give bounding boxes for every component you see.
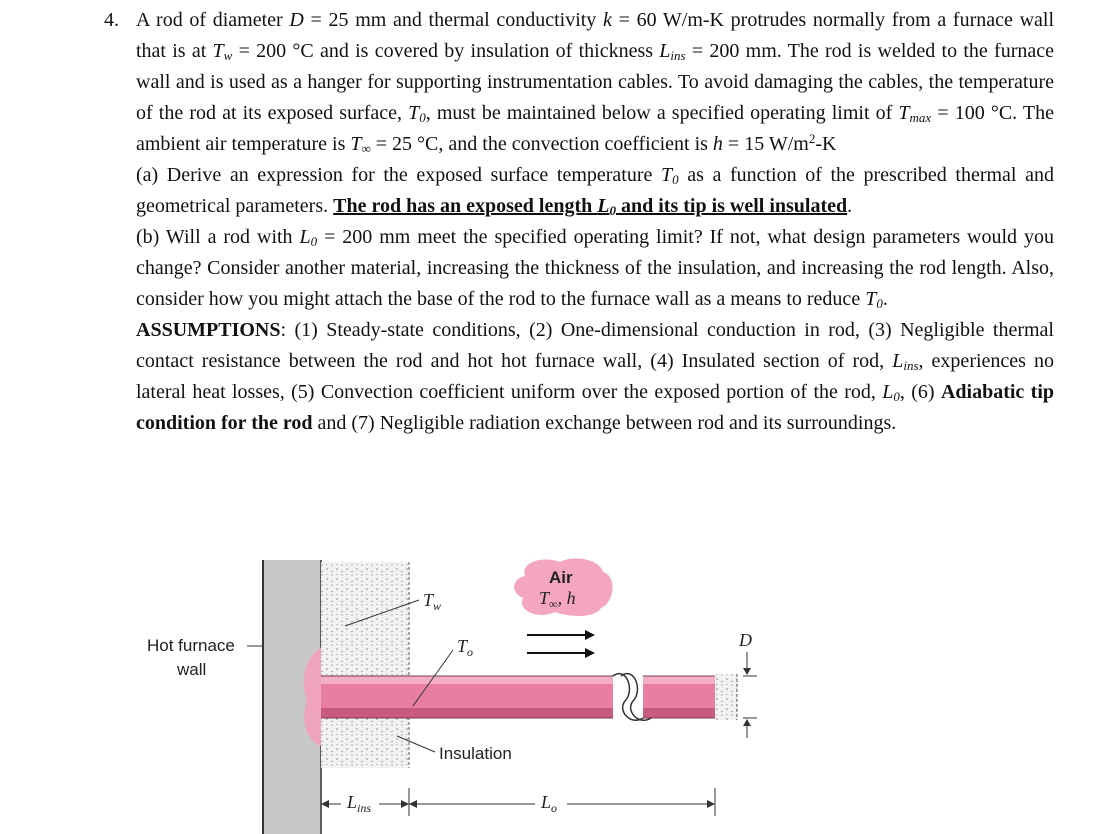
hot-furnace-label-1: Hot furnace — [147, 636, 235, 655]
lo-label: $L_o$ — [541, 792, 558, 815]
to-label: $T_o$ — [457, 636, 474, 659]
insulation-block — [321, 562, 409, 768]
diameter-label: D — [739, 630, 752, 650]
assumptions: ASSUMPTIONS: (1) Steady-state conditions, (2) One-dimensional conduction in rod, (3) Negligible thermal contact resistance between the rod and hot hot furnace wall, (4) Insulated section of rod, $L_{ins}$, experiences no lateral heat losses, (5) Convection coefficient uniform over the exposed portion of the rod, $L_0$, (6) Adiabatic tip condition for the rod and (7) Negligible radiation exchange between rod and its surroundings. — [136, 319, 1055, 434]
rod-diagram — [135, 556, 775, 834]
air-label: Air — [549, 568, 573, 587]
tinf-h-label: $T_\infty$, h — [539, 588, 576, 611]
tip-insulation — [715, 674, 737, 720]
insulation-label: Insulation — [439, 744, 512, 763]
part-b: (b) Will a rod with $L_0 = 200$ mm meet the specified operating limit? If not, what design parameters would you change? Consider another material, increasing the thickness of the insulation, and increasing the rod length. Also, consider how you might attach the base of the rod to the furnace wall as a means to reduce $T_0$. — [136, 226, 1054, 311]
rod-figure — [135, 556, 775, 834]
part-a: (a) Derive an expression for the exposed surface temperature $T_0$ as a function of the prescribed thermal and geometrical parameters. The rod has an exposed length $L_0$ and its tip is well insulated. — [136, 164, 1054, 218]
problem-4 — [104, 0, 1054, 439]
tw-label: $T_w$ — [423, 590, 442, 613]
problem-number: 4. — [104, 9, 119, 31]
lins-label: $L_{ins}$ — [347, 792, 372, 815]
hot-furnace-label-2: wall — [177, 660, 207, 679]
problem-intro: A rod of diameter D = 25 mm and thermal conductivity k = 60 W/m-K protrudes normally from a furnace wall that is at $T_w = 200$ °C and is covered by insulation of thickness $L_{ins} = 200$ mm. The rod is welded to the furnace wall and is used as a hanger for supporting instrumentation cables. To avoid damaging the cables, the temperature of the rod at its exposed surface, $T_0$, must be maintained below a specified operating limit of $T_{max} = 100$ °C. The ambient air temperature is $T_\infty = 25$ °C, and the convection coefficient is h = 15 $W/m^2-K$ — [136, 9, 1055, 156]
